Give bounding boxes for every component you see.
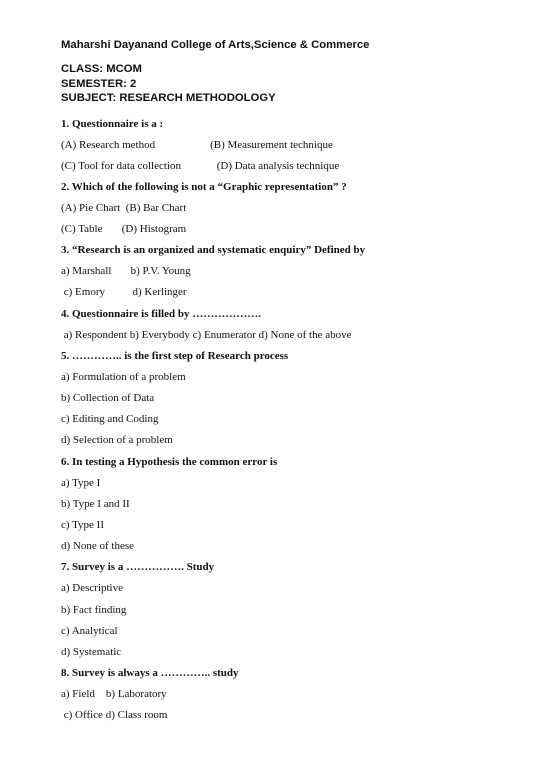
option-line: a) Field b) Laboratory xyxy=(61,688,167,701)
option-line: (C) Tool for data collection (D) Data analysis technique xyxy=(61,159,340,172)
question-7 xyxy=(61,560,531,660)
question-text: 5. ………….. is the first step of Research process xyxy=(61,349,289,362)
question-list xyxy=(61,117,531,724)
option-line: c) Emory d) Kerlinger xyxy=(61,286,187,299)
option-line: a) Type I xyxy=(61,476,101,489)
question-1 xyxy=(61,117,531,174)
question-text: 6. In testing a Hypothesis the common error is xyxy=(61,455,278,468)
question-text: 1. Questionnaire is a : xyxy=(61,117,164,130)
document-page xyxy=(61,38,531,729)
document-header xyxy=(61,38,531,106)
option-line: d) Systematic xyxy=(61,645,122,658)
option-line: b) Collection of Data xyxy=(61,392,155,404)
option-line: (A) Research method (B) Measurement technique xyxy=(61,138,333,151)
question-6 xyxy=(61,455,531,555)
option-line: a) Descriptive xyxy=(61,582,123,595)
option-line: d) Selection of a problem xyxy=(61,434,173,447)
option-line: (A) Pie Chart (B) Bar Chart xyxy=(61,201,187,214)
option-line: b) Type I and II xyxy=(61,497,130,510)
question-2 xyxy=(61,180,531,237)
option-line: c) Office d) Class room xyxy=(61,709,168,722)
question-text: 2. Which of the following is not a “Graphic representation” ? xyxy=(61,180,347,193)
question-text: 3. “Research is an organized and systematic enquiry” Defined by xyxy=(61,244,366,257)
subject-label: SUBJECT: RESEARCH METHODOLOGY xyxy=(61,92,276,104)
question-text: 7. Survey is a ……………. Study xyxy=(61,561,215,574)
class-label: CLASS: MCOM xyxy=(61,63,142,75)
option-line: c) Editing and Coding xyxy=(61,413,159,426)
option-line: a) Marshall b) P.V. Young xyxy=(61,265,191,278)
option-line: a) Respondent b) Everybody c) Enumerator d) None of the above xyxy=(61,328,352,341)
option-line: d) None of these xyxy=(61,540,135,553)
option-line: c) Type II xyxy=(61,518,105,531)
question-text: 4. Questionnaire is filled by ………………. xyxy=(61,307,261,320)
college-name: Maharshi Dayanand College of Arts,Science & Commerce xyxy=(61,39,370,51)
question-8 xyxy=(61,666,531,723)
option-line: (C) Table (D) Histogram xyxy=(61,223,187,236)
question-3 xyxy=(61,243,531,300)
option-line: c) Analytical xyxy=(61,624,118,637)
question-text: 8. Survey is always a ………….. study xyxy=(61,667,239,680)
semester-label: SEMESTER: 2 xyxy=(61,77,137,90)
option-line: b) Fact finding xyxy=(61,603,127,616)
question-4 xyxy=(61,307,531,343)
option-line: a) Formulation of a problem xyxy=(61,370,186,383)
question-5 xyxy=(61,349,531,449)
